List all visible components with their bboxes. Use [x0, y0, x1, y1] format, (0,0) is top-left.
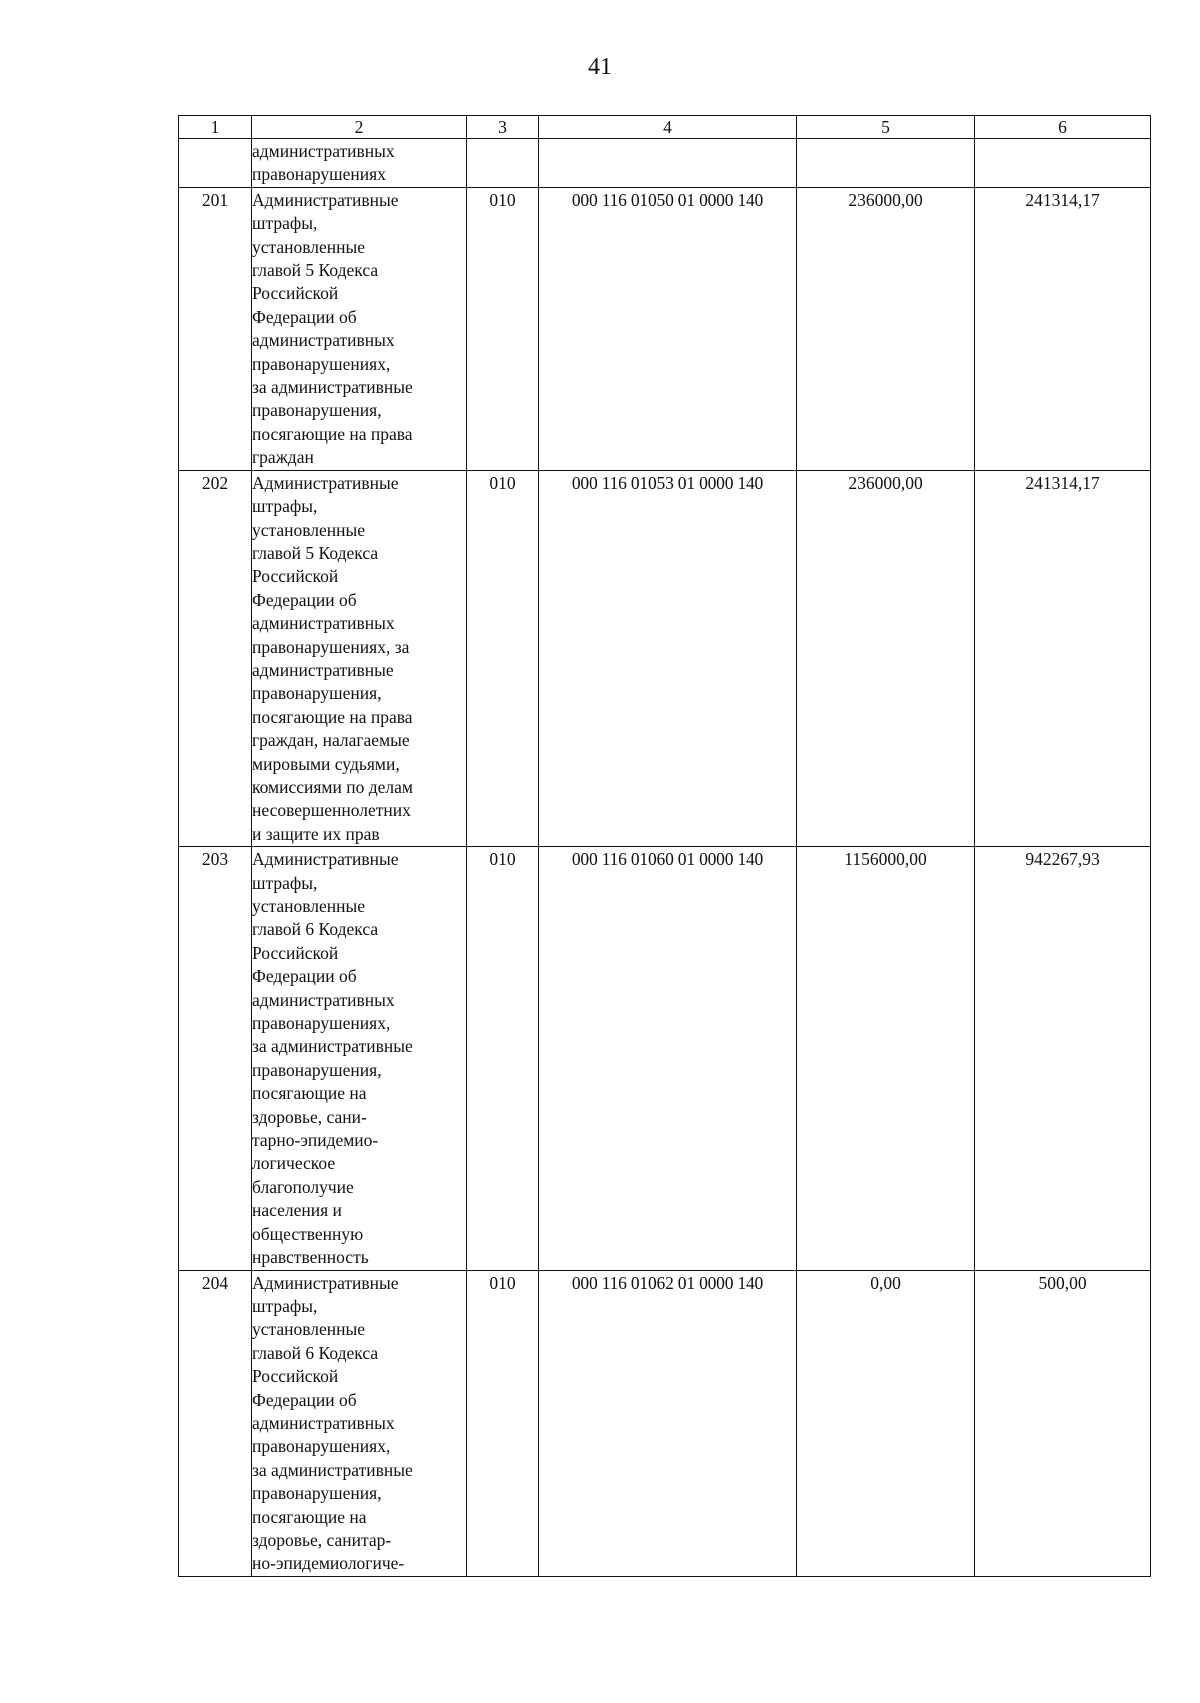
row-admin-code-cell: 010: [467, 470, 539, 847]
continuation-actual-cell: [975, 139, 1151, 188]
table-row: [179, 470, 1151, 847]
page-number: 41: [588, 54, 612, 80]
name-line: за административные: [252, 1459, 413, 1480]
row-actual-cell: 241314,17: [975, 470, 1151, 847]
name-line: правонарушениях: [252, 164, 386, 185]
row-name-cell: [252, 187, 467, 470]
name-line: правонарушениях, за: [252, 636, 410, 657]
name-line: Административные: [252, 849, 399, 870]
name-line: Российской: [252, 1366, 339, 1387]
row-budget-code-cell: 000 116 01062 01 0000 140: [539, 1270, 797, 1576]
name-line: Российской: [252, 566, 339, 587]
continuation-plan-cell: [797, 139, 975, 188]
name-line: благополучие: [252, 1176, 354, 1197]
name-line: Федерации об: [252, 966, 357, 987]
table-row: [179, 1270, 1151, 1576]
budget-table: [178, 115, 1151, 1577]
name-line: тарно-эпидемио-: [252, 1130, 379, 1151]
name-line: правонарушениях,: [252, 353, 391, 374]
name-line: штрафы,: [252, 213, 318, 234]
name-line: правонарушениях,: [252, 1436, 391, 1457]
row-plan-cell: 0,00: [797, 1270, 975, 1576]
name-line: главой 6 Кодекса: [252, 919, 379, 940]
name-line: здоровье, сани-: [252, 1106, 367, 1127]
name-line: Федерации об: [252, 306, 357, 327]
name-line: административных: [252, 613, 395, 634]
name-line: административных: [252, 330, 395, 351]
row-name-cell: [252, 1270, 467, 1576]
name-line: за административные: [252, 1036, 413, 1057]
name-line: установленные: [252, 896, 366, 916]
name-line: правонарушения,: [252, 400, 382, 421]
name-line: штрафы,: [252, 496, 318, 517]
name-line: главой 5 Кодекса: [252, 260, 379, 281]
column-header-5: 5: [797, 116, 975, 139]
name-line: правонарушения,: [252, 1059, 382, 1080]
name-line: здоровье, санитар-: [252, 1529, 392, 1550]
name-line: населения и: [252, 1200, 342, 1221]
name-line: но-эпидемиологиче-: [252, 1553, 405, 1574]
name-line: установленные: [252, 1319, 366, 1340]
row-plan-cell: 236000,00: [797, 187, 975, 470]
name-line: Федерации об: [252, 589, 357, 610]
row-plan-cell: 236000,00: [797, 470, 975, 847]
name-line: установленные: [252, 519, 366, 540]
name-line: главой 6 Кодекса: [252, 1342, 379, 1363]
name-line: штрафы,: [252, 1295, 318, 1316]
column-header-3: 3: [467, 116, 539, 139]
row-actual-cell: 241314,17: [975, 187, 1151, 470]
name-line: главой 5 Кодекса: [252, 542, 379, 563]
name-line: посягающие на права: [252, 423, 413, 444]
row-number-cell: 204: [179, 1270, 252, 1576]
row-number-cell: 203: [179, 847, 252, 1270]
name-line: мировыми судьями,: [252, 753, 400, 774]
name-line: общественную: [252, 1223, 364, 1244]
row-name-cell: [252, 847, 467, 1270]
row-number-cell: 201: [179, 187, 252, 470]
name-line: административных: [252, 1412, 395, 1433]
name-line: посягающие на: [252, 1083, 367, 1104]
name-line: штрафы,: [252, 872, 318, 893]
table-body: [179, 187, 1151, 1576]
row-name-cell: [252, 470, 467, 847]
row-budget-code-cell: 000 116 01053 01 0000 140: [539, 470, 797, 847]
name-line: Административные: [252, 472, 399, 493]
name-line: административные: [252, 659, 394, 680]
name-line: Административные: [252, 189, 399, 210]
row-actual-cell: 942267,93: [975, 847, 1151, 1270]
name-line: и защите их прав: [252, 823, 380, 844]
column-header-4: 4: [539, 116, 797, 139]
name-line: административных: [252, 141, 395, 161]
row-admin-code-cell: 010: [467, 1270, 539, 1576]
continuation-code-cell: [539, 139, 797, 188]
name-line: за административные: [252, 377, 413, 398]
row-number-cell: 202: [179, 470, 252, 847]
table-row: [179, 187, 1151, 470]
name-line: логическое: [252, 1153, 336, 1174]
name-line: комиссиями по делам: [252, 776, 413, 797]
name-line: посягающие на: [252, 1506, 367, 1527]
continuation-name-cell: [252, 139, 467, 188]
name-line: посягающие на права: [252, 706, 413, 727]
table-row: [179, 847, 1151, 1270]
name-line: правонарушениях,: [252, 1013, 391, 1034]
row-admin-code-cell: 010: [467, 187, 539, 470]
name-line: нравственность: [252, 1247, 369, 1268]
name-line: Административные: [252, 1272, 399, 1293]
name-line: несовершеннолетних: [252, 800, 411, 821]
name-line: граждан, налагаемые: [252, 730, 410, 751]
name-line: Российской: [252, 283, 339, 304]
name-line: Федерации об: [252, 1389, 357, 1410]
row-plan-cell: 1156000,00: [797, 847, 975, 1270]
name-line: Российской: [252, 942, 339, 963]
name-line: граждан: [252, 447, 314, 468]
row-admin-code-cell: 010: [467, 847, 539, 1270]
name-line: административных: [252, 989, 395, 1010]
column-header-2: 2: [252, 116, 467, 139]
name-line: установленные: [252, 236, 366, 257]
row-budget-code-cell: 000 116 01050 01 0000 140: [539, 187, 797, 470]
header-row: [179, 116, 1151, 139]
continuation-row: [179, 139, 1151, 188]
column-header-6: 6: [975, 116, 1151, 139]
name-line: правонарушения,: [252, 683, 382, 704]
continuation-admin-cell: [467, 139, 539, 188]
column-header-1: 1: [179, 116, 252, 139]
row-actual-cell: 500,00: [975, 1270, 1151, 1576]
row-budget-code-cell: 000 116 01060 01 0000 140: [539, 847, 797, 1270]
continuation-num-cell: [179, 139, 252, 188]
name-line: правонарушения,: [252, 1483, 382, 1504]
